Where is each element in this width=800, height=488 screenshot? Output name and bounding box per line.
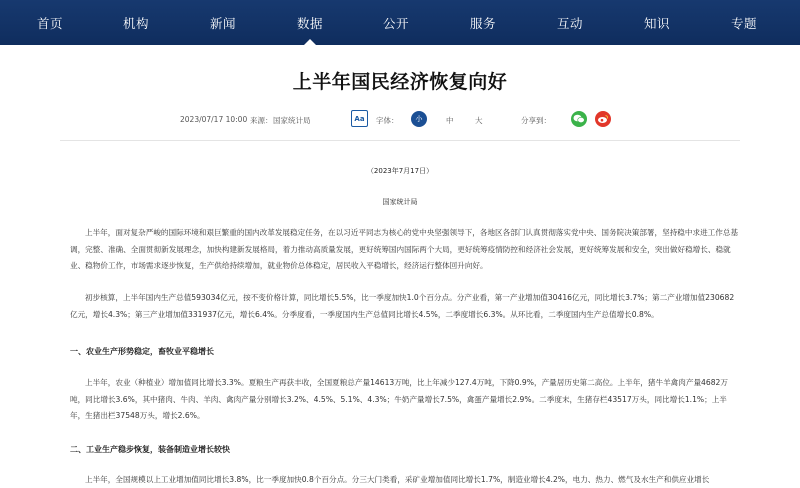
nav-item-data[interactable]: 数据: [270, 0, 350, 45]
article-agency: 国家统计局: [382, 198, 418, 206]
paragraph-gdp: 初步核算，上半年国内生产总值593034亿元，按不变价格计算，同比增长5.5%，比一季度加快1.0个百分点。分产业看，第一产业增加值30416亿元，同比增长3.7%；第二产业增加值230682亿元，增长4.3%；第三产业增加值331937亿元，增长6.4%。分季度看，一季度国内生产总值同比增长4.5%，二季度增长6.3%。从环比看，二季度国内生产总值增长0.8%。: [70, 293, 735, 319]
font-size-small-button[interactable]: 小: [411, 111, 427, 127]
nav-item-interaction[interactable]: 互动: [556, 15, 583, 31]
paragraph-intro: 上半年，面对复杂严峻的国际环境和艰巨繁重的国内改革发展稳定任务，在以习近平同志为核心的党中央坚强领导下，各地区各部门认真贯彻落实党中央、国务院决策部署，坚持稳中求进工作总基调，完整、准确、全面贯彻新发展理念，加快构建新发展格局，着力推动高质量发展，更好统筹国内国际两个大局，更好统筹疫情防控和经济社会发展，更好统筹发展和安全，突出做好稳增长、稳就业、稳物价工作，市场需求逐步恢复，生产供给持续增加，就业物价总体稳定，居民收入平稳增长，经济运行整体回升向好。: [70, 228, 739, 270]
nav-item-topics[interactable]: 专题: [730, 15, 757, 31]
section-heading-agriculture: 一、农业生产形势稳定，畜牧业平稳增长: [70, 347, 214, 356]
nav-item-knowledge[interactable]: 知识: [643, 15, 670, 31]
paragraph-agriculture: 上半年，农业（种植业）增加值同比增长3.3%。夏粮生产再获丰收，全国夏粮总产量14613万吨，比上年减少127.4万吨，下降0.9%，产量居历史第二高位。上半年，猪牛羊禽肉产量4682万吨，同比增长3.6%，其中猪肉、牛肉、羊肉、禽肉产量分别增长3.2%、4.5%、5.1%、4.3%；牛奶产量增长7.5%，禽蛋产量增长2.9%。二季度末，生猪存栏43517万头，同比增长1.1%；上半年，生猪出栏37548万头，增长2.6%。: [70, 378, 728, 420]
nav-item-home[interactable]: 首页: [36, 15, 63, 31]
article-title: 上半年国民经济恢复向好: [292, 71, 508, 93]
article-meta: [0, 108, 800, 132]
wechat-share-icon[interactable]: [571, 111, 587, 127]
publish-date: 2023/07/17 10:00: [180, 115, 248, 124]
share-label: 分享到：: [521, 116, 551, 125]
nav-item-services[interactable]: 服务: [469, 15, 496, 31]
paragraph-industry: 上半年，全国规模以上工业增加值同比增长3.8%，比一季度加快0.8个百分点。分三大门类看，采矿业增加值同比增长1.7%，制造业增长4.2%，电力、热力、燃气及水生产和供应业增长: [85, 475, 710, 484]
font-toggle-button[interactable]: Aa: [351, 110, 368, 127]
font-size-label: 字体：: [376, 116, 399, 125]
section-heading-industry: 二、工业生产稳步恢复，装备制造业增长较快: [70, 445, 230, 454]
nav-item-institutions[interactable]: 机构: [122, 15, 149, 31]
top-nav: [0, 0, 800, 45]
nav-item-public[interactable]: 公开: [382, 15, 409, 31]
meta-divider: [60, 140, 740, 141]
font-size-medium-button[interactable]: 中: [446, 116, 454, 125]
font-size-large-button[interactable]: 大: [475, 116, 483, 125]
nav-item-news[interactable]: 新闻: [209, 15, 236, 31]
article-dateline: （2023年7月17日）: [366, 167, 434, 175]
source-value: 国家统计局: [273, 116, 311, 125]
source-label: 来源：: [250, 116, 273, 125]
weibo-share-icon[interactable]: [595, 111, 611, 127]
